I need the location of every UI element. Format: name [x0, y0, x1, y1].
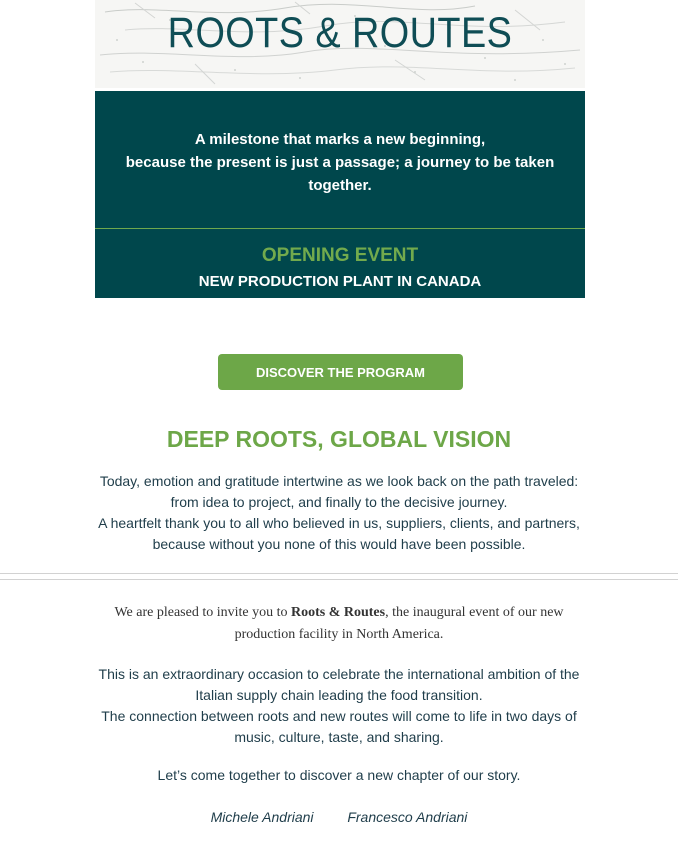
invitation-paragraph — [90, 602, 588, 646]
hero-block — [95, 91, 585, 298]
hero-quote-line2: because the present is just a passage; a journey to be taken together. — [125, 154, 555, 194]
intro-line: Today, emotion and gratitude intertwine as we look back on the path traveled: — [99, 473, 579, 489]
hero-quote — [105, 128, 575, 197]
intro-paragraph — [60, 471, 618, 555]
section-divider — [0, 573, 678, 574]
invitation-prefix: We are pleased to invite you to — [114, 605, 291, 620]
hero-quote-line1: A milestone that marks a new beginning, — [194, 131, 486, 148]
closing-line: Let’s come together to discover a new chapter of our story. — [157, 767, 521, 783]
brand-title: ROOTS & ROUTES — [167, 9, 513, 57]
intro-line: because without you none of this would have been possible. — [152, 536, 526, 552]
body-line: Italian supply chain leading the food transition. — [195, 687, 483, 703]
signer-name: Michele Andriani — [210, 809, 314, 825]
event-title: OPENING EVENT — [261, 245, 419, 266]
signatures — [0, 809, 678, 825]
header-banner — [95, 0, 585, 88]
signer-name: Francesco Andriani — [347, 809, 468, 825]
section-heading: DEEP ROOTS, GLOBAL VISION — [166, 426, 512, 452]
intro-line: A heartfelt thank you to all who believed in us, suppliers, clients, and partners, — [98, 515, 580, 531]
invitation-suffix: , the inaugural event of our new production facility in North America. — [234, 605, 564, 642]
body-line: music, culture, taste, and sharing. — [234, 729, 444, 745]
body-line: The connection between roots and new routes will come to life in two days of — [101, 708, 577, 724]
section-divider — [0, 579, 678, 580]
intro-line: from idea to project, and finally to the decisive journey. — [170, 494, 508, 510]
discover-program-button[interactable]: DISCOVER THE PROGRAM — [218, 354, 463, 390]
hero-divider — [95, 228, 585, 229]
event-subtitle: NEW PRODUCTION PLANT IN CANADA — [198, 273, 482, 290]
body-line: This is an extraordinary occasion to celebrate the international ambition of the — [98, 666, 580, 682]
invitation-event-name: Roots & Routes — [290, 605, 386, 620]
body-paragraph — [60, 664, 618, 748]
